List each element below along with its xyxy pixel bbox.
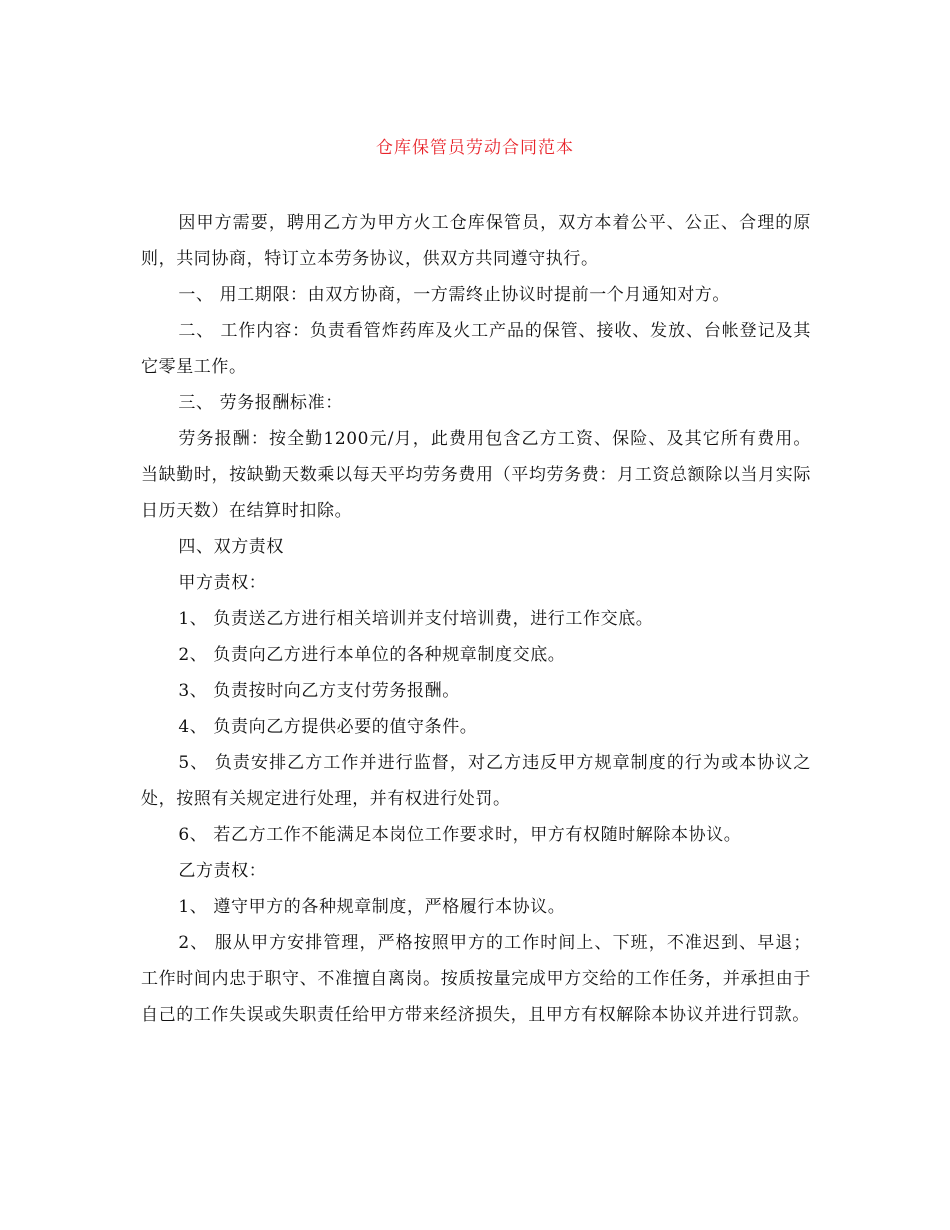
paragraph-party-a-item-6: 6、 若乙方工作不能满足本岗位工作要求时，甲方有权随时解除本协议。 [178,825,742,845]
paragraph-party-a-item-3: 3、 负责按时向乙方支付劳务报酬。 [178,681,460,701]
document-body [141,205,811,1033]
paragraph-party-a-item-4: 4、 负责向乙方提供必要的值守条件。 [178,717,478,737]
paragraph-party-a-item-1: 1、 负责送乙方进行相关培训并支付培训费，进行工作交底。 [178,609,654,629]
paragraph-party-b-item-1: 1、 遵守甲方的各种规章制度，严格履行本协议。 [178,897,566,917]
paragraph-party-a-heading: 甲方责权： [178,573,267,593]
paragraph-party-a-item-5: 5、 负责安排乙方工作并进行监督，对乙方违反甲方规章制度的行为或本协议之处，按照有关规定进行处理，并有权进行处罚。 [141,753,811,809]
paragraph-pay-details: 劳务报酬：按全勤1200元/月，此费用包含乙方工资、保险、及其它所有费用。当缺勤时，按缺勤天数乘以每天平均劳务费用（平均劳务费：月工资总额除以当月实际日历天数）在结算时扣除。 [141,429,811,521]
paragraph-rights-heading: 四、双方责权 [178,537,284,557]
paragraph-work-content: 二、 工作内容：负责看管炸药库及火工产品的保管、接收、发放、台帐登记及其它零星工作。 [141,321,811,377]
paragraph-intro: 因甲方需要，聘用乙方为甲方火工仓库保管员，双方本着公平、公正、合理的原则，共同协商，特订立本劳务协议，供双方共同遵守执行。 [141,213,811,269]
paragraph-pay-standard-heading: 三、 劳务报酬标准： [178,393,343,413]
paragraph-party-a-item-2: 2、 负责向乙方进行本单位的各种规章制度交底。 [178,645,566,665]
paragraph-party-b-heading: 乙方责权： [178,861,267,881]
document-title: 仓库保管员劳动合同范本 [376,138,574,158]
paragraph-party-b-item-2: 2、 服从甲方安排管理，严格按照甲方的工作时间上、下班，不准迟到、早退；工作时间内忠于职守、不准擅自离岗。按质按量完成甲方交给的工作任务，并承担由于自己的工作失误或失职责任给甲方带来经济损失，且甲方有权解除本协议并进行罚款。 [141,933,811,1025]
paragraph-term: 一、 用工期限：由双方协商，一方需终止协议时提前一个月通知对方。 [178,285,730,305]
